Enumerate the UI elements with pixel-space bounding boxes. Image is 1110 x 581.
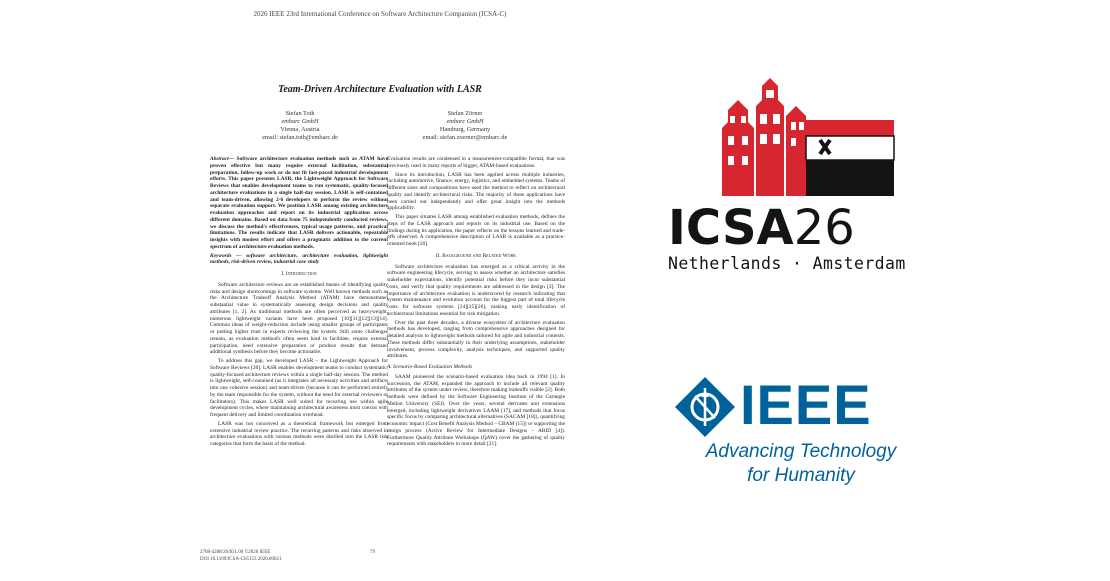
author-block: [210, 110, 390, 142]
icsa-acronym: ICSA: [668, 200, 794, 256]
author-location: Vienna, Austria: [280, 126, 320, 133]
icsa-year: 26: [793, 200, 855, 256]
abstract-text: — Software architecture evaluation methods such as ATAM have proven effective but many require external facilitation, substantial preparation, follow-up work or do not fit fast-paced industrial development efforts. This paper presents LASR, the Lightweight Approach for Software Reviews that enables development teams to run systematic, quality-focused architecture evaluations in a single half-day session. LASR is self-contained and team-driven, allowing 2-6 developers to perform the review without separate evaluation support. We position LASR among existing architecture evaluation approaches and report on its industrial application across different domains. Based on data from 75 independently conducted reviews, we discuss the method's effectiveness, typical usage patterns, and practical limitations. The results indicate that LASR delivers actionable, repeatable insights with modest effort and offers a pragmatic addition to the current spectrum of architecture evaluation methods.: [210, 156, 388, 250]
paragraph: Since its introduction, LASR has been applied across multiple industries, including automotive, finance, energy, logistics, and embedded systems. Teams of different sizes and compositions have used the method to reflect on architectural quality and identify architectural risks. The majority of these applications have been carried out independently and offer great insight into the methods applicability.: [387, 171, 565, 212]
abstract-label: Abstract: [210, 156, 229, 162]
icsa-logo-graphic: [720, 76, 895, 196]
tagline-line: Advancing Technology: [705, 441, 897, 462]
left-column: [210, 156, 388, 546]
canal-houses-icon: [722, 78, 806, 196]
keywords: Keywords — software architecture, architecture evaluation, lightweight methods, risk-driven review, industrial case study: [210, 252, 388, 266]
copyright-footer: [200, 550, 281, 563]
abstract: [210, 156, 388, 251]
footer-doi: DOI 10.1109/ICSA-C65153.2026.00021: [200, 556, 282, 562]
footer-issn: 2768-4288/26/$31.00 ©2026 IEEE: [200, 550, 271, 555]
paragraph: Over the past three decades, a diverse ecosystem of architecture evaluation methods has developed, ranging from comprehensive approaches designed for detailed analysis to lightweight methods tailored for agile and industrial contexts. These methods differ substantially in their underlying assumptions, stakeholder involvement, process complexity, analysis techniques, and supported quality attributes.: [387, 319, 565, 360]
paper-page: [180, 0, 580, 581]
author-name: Stefan Toth: [285, 110, 315, 117]
subsection-heading: A. Scenario-Based Evaluation Methods: [387, 364, 473, 370]
page-number: 79: [370, 550, 375, 555]
paragraph: Evaluation results are condensed in a measurement-compatible format, that was previously used in many reports of bigger, ATAM-based evaluations.: [387, 156, 565, 169]
icsa-wordmark: [668, 200, 855, 256]
author-name: Stefan Zörner: [447, 110, 483, 117]
section-heading: II. Background and Related Work: [435, 252, 517, 259]
paragraph: Software architecture reviews are an established means of identifying quality risks and design shortcomings in software systems. Well known methods such as the Architecture Tradeoff Analysis Method (ATAM) have demonstrated substantial value in systematically assessing design decisions and quality attributes [1, 2]. As traditional methods are often perceived as heavyweight, numerous lightweight variants have been proposed [10][11][12][13][14]. Common ideas of weight-reduction include using smaller groups of participants or putting higher trust in experts reviewing the system. Still some challenges remain, as evaluation method's often seem hard to facilitate, require external participation, need extensive preparation or produce results that demand additional synthesis before they become actionable.: [210, 281, 388, 356]
paper-title: Team-Driven Architecture Evaluation with LASR: [278, 84, 482, 95]
author-email: email: stefan.zoerner@embarc.de: [422, 134, 508, 141]
conference-header: 2026 IEEE 23rd International Conference on Software Architecture Companion (ICSA-C): [253, 10, 507, 18]
paragraph: Software architecture evaluation has emerged as a critical activity in the software engineering lifecycle, serving to assess whether an architecture satisfies stakeholder expectations, identify potential risks before they incur substantial costs, and verify that quality requirements are addressed in the design [3]. The importance of architecture evaluation is underscored by research indicating that system maintenance and evolution account for the biggest part of total lifecycle costs for software systems [24][25][26], making early identification of architectural limitations essential for risk mitigation.: [387, 263, 565, 317]
amsterdam-flag-icon: [806, 120, 894, 196]
author-affiliation: embarc GmbH: [281, 118, 319, 125]
paragraph: LASR was not conceived as a theoretical framework but emerged from extensive industrial review practice. The recurring patterns and risks observed in architecture evaluations with various methods were distilled into the LASR risk categories that form the basis of the method.: [210, 420, 388, 447]
tagline-line: for Humanity: [747, 465, 855, 486]
ieee-wordmark: IEEE: [740, 373, 872, 436]
ieee-kite-icon: [674, 376, 736, 438]
author-block: [375, 110, 555, 142]
author-email: email: stefan.toth@embarc.de: [262, 134, 338, 141]
conference-location: Netherlands · Amsterdam: [668, 254, 906, 273]
author-location: Hamburg, Germany: [439, 126, 491, 133]
author-affiliation: embarc GmbH: [446, 118, 484, 125]
section-heading: I. Introduction: [281, 271, 317, 277]
paragraph: SAAM pioneered the scenario-based evaluation idea back in 1994 [1]. In succession, the ATAM, expanded the approach to include all relevant quality attributes of the system under review, therefore making tradeoffs visible [2]. Both methods were defined by the Software Engineering Institute of the Carnegie Mellon University (SEI). Over the years, several derivates and extensions emerged, including lightweight derivatives LAAM [17], and methods that focus specific focus by comparing architectural alternatives (SACAM [18]), quantifying economic impact (Cost Benefit Analysis Method – CBAM [15]) or supporting the design process (Active Review for Intermediate Designs – ARID [4]). Furthermore Quality Attribute Workshops (QAW) cover the gathering of quality requirements with stakeholders in more detail [21].: [387, 373, 565, 448]
paragraph: To address this gap, we developed LASR – the Lightweight Approach for Software Reviews [20]. LASR enables development teams to conduct systematic, quality-focused architecture reviews within a single half-day session. The method is lightweight, self-contained (as it integrates all necessary activities and artifacts into one cohesive session) and team-driven (because it can be performed entirely by the team responsible for the system, without the need for external reviewers or facilitators). This makes LASR well suited for recurring use within agile development cycles, where maintaining architectural awareness must coexist with frequent delivery and limited coordination overhead.: [210, 358, 388, 418]
paragraph: This paper situates LASR among established evaluation methods, defines the steps of the LASR approach and reports on its industrial use. Based on the findings during its application, the paper reflects on the lessons learned and trade-offs observed. A comprehensive description of LASR is available as a practice-oriented book [20].: [387, 214, 565, 247]
ieee-tagline: [676, 440, 926, 488]
right-column: [387, 156, 565, 546]
